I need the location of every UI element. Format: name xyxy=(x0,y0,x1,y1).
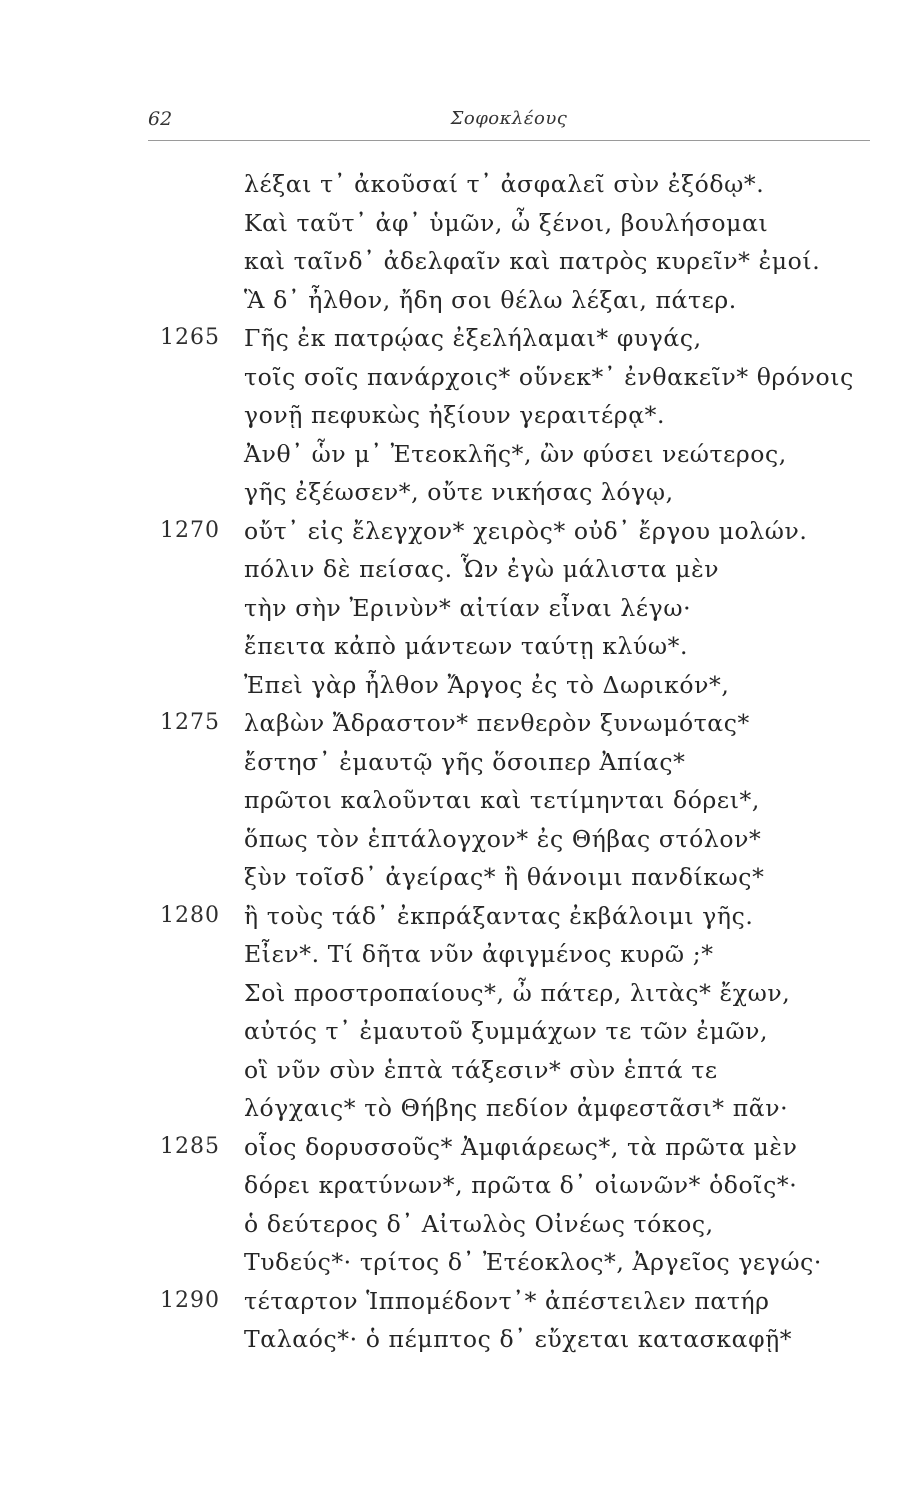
verse-line-text: καὶ ταῖνδ᾽ ἀδελφαῖν καὶ πατρὸς κυρεῖν* ἐμοί. xyxy=(244,247,821,275)
verse-line-text: λαβὼν Ἄδραστον* πενθερὸν ξυνωμότας* xyxy=(244,709,750,737)
verse-line-text: οἳ νῦν σὺν ἑπτὰ τάξεσιν* σὺν ἑπτά τε xyxy=(244,1055,718,1084)
verse-line-text: πρῶτοι καλοῦνται καὶ τετίμηνται δόρει*, xyxy=(244,786,760,814)
page-header xyxy=(148,108,870,141)
verse-line-text: ἔπειτα κἀπὸ μάντεων ταύτῃ κλύω*. xyxy=(244,632,689,660)
verse-line-text: οἷος δορυσσοῦς* Ἀμφιάρεως*, τὰ πρῶτα μὲν xyxy=(244,1132,798,1161)
verse-line xyxy=(0,781,902,820)
verse-line xyxy=(0,858,902,897)
verse-line xyxy=(0,1205,902,1244)
verse-line-text: Ταλαός*· ὁ πέμπτος δ᾽ εὔχεται κατασκαφῇ* xyxy=(244,1325,793,1353)
verse-line-text: λόγχαις* τὸ Θήβης πεδίον ἀμφεστᾶσι* πᾶν· xyxy=(244,1094,789,1122)
page-number: 62 xyxy=(148,108,173,130)
line-number: 1290 xyxy=(160,1287,220,1313)
verse-line xyxy=(0,358,902,397)
verse-line xyxy=(0,550,902,589)
verse-line-text: Ἀνθ᾽ ὧν μ᾽ Ἐτεοκλῆς*, ὢν φύσει νεώτερος, xyxy=(244,439,787,468)
verse-line xyxy=(0,1320,902,1359)
verse-line xyxy=(0,974,902,1013)
line-number: 1285 xyxy=(160,1133,220,1159)
verse-line-text: πόλιν δὲ πείσας. Ὧν ἐγὼ μάλιστα μὲν xyxy=(244,555,720,583)
verse-line xyxy=(0,165,902,204)
verse-line xyxy=(0,281,902,320)
line-number: 1265 xyxy=(160,325,220,350)
verse-line xyxy=(0,897,902,936)
verse-line-text: λέξαι τ᾽ ἀκοῦσαί τ᾽ ἀσφαλεῖ σὺν ἐξόδῳ*. xyxy=(244,170,765,198)
verse-line-text: Γῆς ἐκ πατρῴας ἐξελήλαμαι* φυγάς, xyxy=(244,324,702,352)
verse-line xyxy=(0,1243,902,1282)
verse-line-text: ἔστησ᾽ ἐμαυτῷ γῆς ὅσοιπερ Ἀπίας* xyxy=(244,747,686,776)
verse-line xyxy=(0,704,902,743)
verse-line-text: τὴν σὴν Ἐρινὺν* αἰτίαν εἶναι λέγω· xyxy=(244,593,692,622)
verse-line-text: Ἃ δ᾽ ἦλθον, ἤδη σοι θέλω λέξαι, πάτερ. xyxy=(244,285,737,314)
verse-line-text: Καὶ ταῦτ᾽ ἀφ᾽ ὑμῶν, ὦ ξένοι, βουλήσομαι xyxy=(244,208,769,237)
verse-line-text: ἢ τοὺς τάδ᾽ ἐκπράξαντας ἐκβάλοιμι γῆς. xyxy=(244,901,754,930)
verse-line-text: Τυδεύς*· τρίτος δ᾽ Ἐτέοκλος*, Ἀργεῖος γεγώς· xyxy=(244,1248,823,1276)
verse-line-text: Ἐπεὶ γὰρ ἦλθον Ἄργος ἐς τὸ Δωρικόν*, xyxy=(244,670,730,699)
verse-line xyxy=(0,512,902,551)
verse-line-text: γονῇ πεφυκὼς ἠξίουν γεραιτέρᾳ*. xyxy=(244,401,666,429)
verse-line-text: ὁ δεύτερος δ᾽ Αἰτωλὸς Οἰνέως τόκος, xyxy=(244,1209,714,1238)
line-number: 1280 xyxy=(160,902,220,928)
verse-line xyxy=(0,1166,902,1205)
verse-line xyxy=(0,627,902,666)
verse-line xyxy=(0,396,902,435)
verse-line xyxy=(0,743,902,782)
running-head: Σοφοκλέους xyxy=(450,108,568,129)
verse-line xyxy=(0,589,902,628)
line-number: 1275 xyxy=(160,710,220,735)
verse-line-text: δόρει κρατύνων*, πρῶτα δ᾽ οἰωνῶν* ὁδοῖς*· xyxy=(244,1171,798,1199)
verse-line-text: τέταρτον Ἱππομέδοντ᾽* ἀπέστειλεν πατήρ xyxy=(244,1286,770,1315)
verse-line xyxy=(0,204,902,243)
verse-line xyxy=(0,935,902,974)
verse-line xyxy=(0,435,902,474)
line-number: 1270 xyxy=(160,517,220,543)
verse-line xyxy=(0,666,902,705)
verse-text-body xyxy=(0,165,902,1359)
verse-line xyxy=(0,1051,902,1090)
verse-line-text: Σοὶ προστροπαίους*, ὦ πάτερ, λιτὰς* ἔχων, xyxy=(244,978,791,1007)
verse-line-text: τοῖς σοῖς πανάρχοις* οὕνεκ*᾽ ἐνθακεῖν* θρόνοις xyxy=(244,362,854,391)
verse-line xyxy=(0,1282,902,1321)
verse-line xyxy=(0,820,902,859)
verse-line-text: αὐτός τ᾽ ἐμαυτοῦ ξυμμάχων τε τῶν ἐμῶν, xyxy=(244,1017,769,1045)
verse-line xyxy=(0,242,902,281)
verse-line xyxy=(0,1012,902,1051)
verse-line-text: οὔτ᾽ εἰς ἔλεγχον* χειρὸς* οὐδ᾽ ἔργου μολών. xyxy=(244,516,808,545)
verse-line-text: ξὺν τοῖσδ᾽ ἀγείρας* ἢ θάνοιμι πανδίκως* xyxy=(244,863,765,891)
verse-line xyxy=(0,1089,902,1128)
verse-line xyxy=(0,319,902,358)
verse-line-text: Εἶεν*. Τί δῆτα νῦν ἀφιγμένος κυρῶ ;* xyxy=(244,940,714,968)
verse-line xyxy=(0,1128,902,1167)
verse-line-text: γῆς ἐξέωσεν*, οὔτε νικήσας λόγῳ, xyxy=(244,478,674,506)
verse-line-text: ὅπως τὸν ἑπτάλογχον* ἐς Θήβας στόλον* xyxy=(244,824,762,853)
verse-line xyxy=(0,473,902,512)
